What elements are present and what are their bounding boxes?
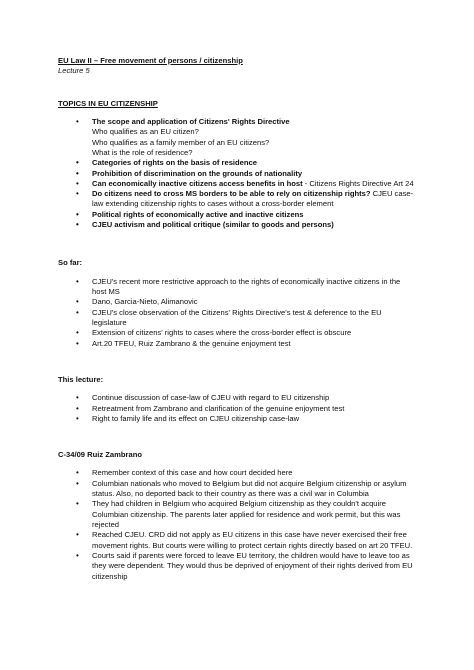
list-item	[58, 179, 416, 189]
list-item: • CJEU's close observation of the Citizens' Rights Directive's test & deference to the EU legislature	[58, 308, 416, 329]
list-item: • CJEU's recent more restrictive approach to the rights of economically inactive citizens in the host MS	[58, 277, 416, 298]
this-lecture-list	[58, 393, 416, 424]
list-item: • They had children in Belgium who acquired Belgium citizenship as they couldn't acquire Columbian citizenship. The parents later applied for residence and work permit, but this was rejected	[58, 499, 416, 530]
topic-bold-text: Can economically inactive citizens access benefits in host	[92, 178, 303, 188]
topics-heading: TOPICS IN EU CITIZENSHIP	[58, 98, 158, 108]
list-item: • Political rights of economically active and inactive citizens	[58, 210, 416, 220]
topic-subitem: What is the role of residence?	[92, 147, 193, 157]
topic-rest-text: CJEU case-law extending citizenship rights to cases without a cross-border element	[92, 189, 414, 209]
topics-section	[58, 99, 416, 231]
topic-bold-text: Do citizens need to cross MS borders to be able to rely on citizenship rights?	[92, 189, 371, 199]
document-title: EU Law II – Free movement of persons / citizenship	[58, 56, 243, 65]
topics-list	[58, 117, 416, 230]
list-item: • Prohibition of discrimination on the grounds of nationality	[58, 169, 416, 179]
topic-subitem: Who qualifies as an EU citizen?	[92, 127, 199, 137]
list-item: • Art.20 TFEU, Ruiz Zambrano & the genuine enjoyment test	[58, 339, 416, 349]
list-item: • Columbian nationals who moved to Belgium but did not acquire Belgium citizenship or asylum status. Also, no deported back to their country as there was a civil war in Columbia	[58, 479, 416, 500]
list-item: • Extension of citizens' rights to cases where the cross-border effect is obscure	[58, 328, 416, 338]
list-item: • Reached CJEU. CRD did not apply as EU citizens in this case have never exercised their free movement rights. But courts were willing to protect certain rights directly based on art 20 TFEU.	[58, 530, 416, 551]
list-item	[58, 189, 416, 210]
list-item	[58, 117, 416, 158]
case-heading: C-34/09 Ruiz Zambrano	[58, 450, 142, 460]
list-item: • Courts said if parents were forced to leave EU territory, the children would have to leave too as they were dependent. They would thus be deprived of enjoyment of their rights derived from EU citizenship	[58, 551, 416, 582]
so-far-list	[58, 277, 416, 349]
this-lecture-section	[58, 375, 416, 424]
lecture-label: Lecture 5	[58, 66, 90, 76]
topic-subitem: Who qualifies as a family member of an EU citizens?	[92, 137, 270, 147]
so-far-heading: So far:	[58, 258, 83, 268]
list-item: • Right to family life and its effect on CJEU citizenship case-law	[58, 414, 416, 424]
topic-rest-text: - Citizens Rights Directive Art 24	[302, 178, 414, 188]
list-item: • Remember context of this case and how court decided here	[58, 468, 416, 478]
list-item: • Dano, Garcia-Nieto, Alimanovic	[58, 297, 416, 307]
list-item: • CJEU activism and political critique (similar to goods and persons)	[58, 220, 416, 230]
so-far-section	[58, 258, 416, 349]
topic-scope: The scope and application of Citizens' Rights Directive	[92, 116, 290, 126]
case-section	[58, 450, 416, 582]
case-list	[58, 468, 416, 581]
list-item: • Continue discussion of case-law of CJEU with regard to EU citizenship	[58, 393, 416, 403]
list-item: • Categories of rights on the basis of residence	[58, 158, 416, 168]
list-item: • Retreatment from Zambrano and clarification of the genuine enjoyment test	[58, 404, 416, 414]
this-lecture-heading: This lecture:	[58, 374, 104, 384]
